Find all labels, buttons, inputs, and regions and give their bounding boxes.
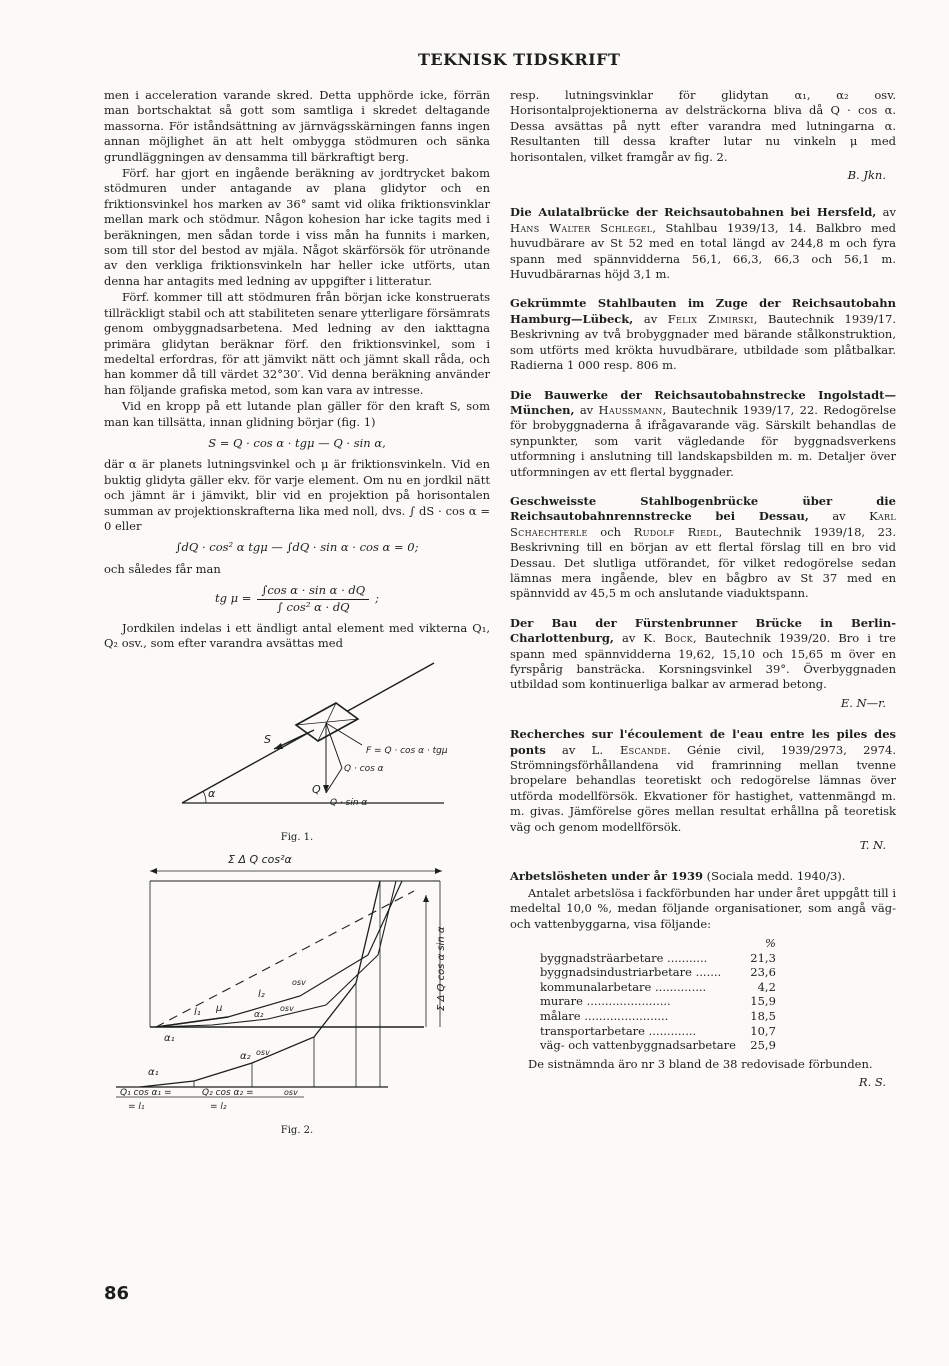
abstract-body: , Bautechnik 1939/18, 23. Beskrivning till en början av ett flertal förslag till en bro vid Dessau. Det slutliga utförandet, för vilket redogörelse sedan lämnas mera ingående, blev en bågbro av St 37 med en spännvidd av 45,5 m och anslutande viaduktspann. <box>510 524 896 601</box>
fig1-s-arrowhead <box>274 743 283 749</box>
abstract-av: av <box>633 311 668 326</box>
formula-tg-mu-lhs: tg μ = <box>214 591 252 606</box>
abstract-body: . Génie civil, 1939/2973, 2974. Strömningsförhållandena vid framrinning mellan tvenne bropelare behandlas teoretiskt och redogörelse lämnas över utförda modellförsök. Ekvationer för hastighet, vattenmängd m. m. givas. Jämförelse göres mellan resultat erhållna på teoretisk väg och genom modellförsök. <box>510 742 896 834</box>
fig1-label-qcos: Q · cos α <box>344 763 384 774</box>
row-label: målare <box>540 1009 581 1024</box>
abstract-aulatalbrucke-text <box>510 205 896 282</box>
fig2-side-arrowhead <box>423 895 429 902</box>
row-label: transportarbetare <box>540 1023 645 1038</box>
abstract-recherches-text <box>510 727 896 835</box>
table-row-label <box>540 1024 736 1039</box>
abstract-title: Der Bau der Fürstenbrunner Brücke in Berlin-Charlottenburg, <box>510 615 896 646</box>
left-paragraph-6: och således får man <box>104 561 221 576</box>
abstract-author-2: Rudolf Riedl <box>633 524 719 539</box>
right-column <box>510 88 896 1091</box>
table-row <box>540 1024 776 1039</box>
table-row <box>540 994 776 1009</box>
fig2-label-osv-3: osv <box>256 1048 270 1058</box>
formula-numerator: ∫cos α · sin α · dQ <box>257 583 369 599</box>
signature-b-jkn: B. Jkn. <box>847 168 886 183</box>
fig2-polygon-mid <box>156 881 396 1027</box>
page-number: 86 <box>104 1283 130 1304</box>
formula-tg-mu <box>104 583 490 615</box>
table-row-label <box>540 980 736 995</box>
formula-integral: ∫dQ · cos² α tgμ — ∫dQ · sin α · cos α = 0; <box>175 540 419 555</box>
row-label: byggnadsträarbetare <box>540 950 664 965</box>
row-dots: ........... <box>667 950 708 965</box>
row-dots: ............. <box>648 1023 697 1038</box>
fig1-label-q: Q <box>312 782 321 796</box>
row-value: 4,2 <box>757 979 776 994</box>
formula-s: S = Q · cos α · tgμ — Q · sin α, <box>208 435 386 450</box>
spacer <box>510 183 896 205</box>
spacer <box>510 711 896 727</box>
abstract-author: Hans Walter Schlegel <box>510 220 653 235</box>
fig1-label-s: S <box>264 732 271 746</box>
fig2-label-b2: Q₂ cos α₂ = <box>202 1088 254 1099</box>
abstract-title: Geschweisste Stahlbogenbrücke über die Reichsautobahnrennstrecke bei Dessau, <box>510 493 896 524</box>
fig2-label-a2: α₂ <box>254 1010 264 1021</box>
abstract-av: av <box>808 509 870 524</box>
abstract-arbetslosheten <box>510 869 896 932</box>
table-header-row <box>540 936 776 951</box>
formula-denominator: ∫ cos² α · dQ <box>276 599 350 614</box>
abstract-author: Haussmann <box>598 402 663 417</box>
abstract-aulatalbrucke <box>510 205 896 282</box>
abstract-body: , Bautechnik 1939/17, 22. Redogörelse för brobyggnaderna å ifrågavarande väg. Särskilt behandlas de synpunkter, som varit vägledande för byggnadsverkens utformning i anslutning till landskapsbilden m. m. Detaljer över utformningen av ett flertal byggnader. <box>510 402 896 479</box>
fig2-top-arrowhead-left <box>150 868 157 874</box>
left-paragraph-4: Vid en kropp på ett lutande plan gäller för den kraft S, som man kan tillsätta, innan glidning börjar (fig. 1) <box>104 399 490 429</box>
percent-column-header: % <box>764 936 776 951</box>
table-row <box>540 980 776 995</box>
figure-1-caption: Fig. 1. <box>280 831 314 843</box>
abstract-gekrummte-stahlbauten <box>510 296 896 373</box>
fig2-label-a1: α₁ <box>164 1033 175 1045</box>
fig2-label-osv-1: osv <box>292 978 306 988</box>
figure-2-construction <box>104 851 490 1121</box>
fig2-label-b3: osv <box>284 1088 298 1098</box>
table-row <box>540 1038 776 1053</box>
formula-fraction <box>257 583 369 615</box>
abstract-title: Recherches sur l'écoulement de l'eau entre les piles des ponts <box>510 727 896 757</box>
row-dots: ....................... <box>584 1009 669 1024</box>
table-row-label <box>540 965 736 980</box>
abstract-av: av <box>613 631 644 646</box>
left-paragraph-5: där α är planets lutningsvinkel och μ är friktionsvinkeln. Vid en buktig glidyta gäller ekv. för varje element. Om nu en jordkil nätt och jämnt är i jämvikt, blir vid en projektion på horisontalen summan av projektionskrafterna lika med noll, dvs. ∫ dS · cos α = 0 eller <box>104 457 490 533</box>
fig1-label-alpha: α <box>208 786 216 800</box>
abstract-arbetslosheten-body: Antalet arbetslösa i fackförbunden har under året uppgått till i medeltal 10,0 %, medan följande organisationer, som angå väg- och vattenbyggarna, visa följande: <box>510 885 896 931</box>
row-label: byggnadsindustriarbetare <box>540 965 692 980</box>
table-row-label <box>540 1009 736 1024</box>
abstract-author: K. Bock <box>643 631 693 646</box>
fig2-label-a2-curve: α₂ <box>240 1051 251 1063</box>
abstract-av: av <box>574 402 599 417</box>
fig1-label-qsin: Q · sin α <box>330 797 368 808</box>
abstract-title: Gekrümmte Stahlbauten im Zuge der Reichsautobahn Hamburg—Lübeck, <box>510 296 896 326</box>
fig2-label-b2b: = l₂ <box>210 1102 227 1113</box>
table-row-label <box>540 1038 736 1053</box>
abstract-stahlbogenbrucke-dessau <box>510 494 896 602</box>
abstract-recherches-ecoulement <box>510 727 896 835</box>
row-value: 10,7 <box>750 1023 776 1038</box>
fig2-polygon-upper <box>156 881 402 1027</box>
table-row <box>540 1009 776 1024</box>
abstract-title: Die Bauwerke der Reichsautobahnstrecke Ingolstadt—München, <box>510 387 896 417</box>
table-row <box>540 951 776 966</box>
abstract-body: , Bautechnik 1939/17. Beskrivning av två brobyggnader med bärande stålkonstruktion, som utförts med krökta huvudbärare, utbildade som plåtbalkar. Radierna 1 000 resp. 806 m. <box>510 311 896 373</box>
fig2-label-top: Σ Δ Q cos²α <box>228 853 292 867</box>
fig1-label-f: F = Q · cos α · tgμ <box>366 745 448 756</box>
abstract-dessau-text <box>510 494 896 602</box>
fig2-label-l2: l₂ <box>258 989 265 1001</box>
row-value: 25,9 <box>750 1038 776 1053</box>
signature-e-n-r: E. N—r. <box>840 695 886 710</box>
journal-header: TEKNISK TIDSKRIFT <box>418 50 621 69</box>
row-dots: ....... <box>695 965 722 980</box>
abstract-furstenbrunner-text <box>510 616 896 693</box>
row-value: 23,6 <box>750 965 776 980</box>
row-dots: ....................... <box>586 994 671 1009</box>
table-row-label <box>540 994 736 1009</box>
row-value: 18,5 <box>750 1009 776 1024</box>
abstract-author: Felix Zimirski <box>667 311 754 326</box>
abstract-bauwerke-ingolstadt <box>510 388 896 480</box>
spacer <box>510 853 896 869</box>
figure-2-caption: Fig. 2. <box>280 1125 314 1137</box>
fig2-top-arrowhead-right <box>435 868 442 874</box>
abstract-author: Karl Schaechterle <box>510 509 896 539</box>
abstract-av: av <box>876 205 896 220</box>
signature-t-n: T. N. <box>859 838 886 853</box>
left-paragraph-1: men i acceleration varande skred. Detta upphörde icke, förrän man bortschaktat så gott som samtliga i skredet deltagande massorna. För iståndsättning av järnvägsskärningen fanns ingen annan möjlighet än att helt ombygga stödmuren och sänka grundläggningen av densamma till bärkraftigt berg. <box>104 88 490 164</box>
row-dots: .............. <box>655 979 707 994</box>
formula-end: ; <box>375 591 380 606</box>
fig2-label-b1: Q₁ cos α₁ = <box>120 1088 172 1099</box>
signature-r-s: R. S. <box>858 1075 886 1090</box>
left-column <box>104 88 490 1145</box>
abstract-body: , Stahlbau 1939/13, 14. Balkbro med huvudbärare av St 52 med en total längd av 244,8 m och fyra spann med spännvidderna 56,1, 66,3, 66,3 och 56,1 m. Huvudbärarnas höjd 3,1 m. <box>510 220 896 282</box>
fig2-label-a1-curve: α₁ <box>148 1067 159 1079</box>
abstract-title: Arbetslösheten under år 1939 <box>510 869 703 884</box>
fig2-label-mu: μ <box>216 1003 223 1015</box>
fig2-label-l1: l₁ <box>194 1007 201 1019</box>
row-label: kommunalarbetare <box>540 979 652 994</box>
table-row <box>540 965 776 980</box>
fig2-label-side: Σ Δ Q cos α sin α <box>436 926 447 1012</box>
abstract-and: och <box>587 524 634 539</box>
left-paragraph-3: Förf. kommer till att stödmuren från början icke konstruerats tillräckligt stabil och att stabiliteten senare ytterligare försämrats genom ombyggnadsarbetena. Med ledning av den iakttagna primära glidytan beräknar förf. den friktionsvinkel, som i medeltal erfordras, för att jämvikt nätt och jämnt skall råda, och han kommer då till värdet 32°30′. Vid denna beräkning använder han följande grafiska metod, som kan vara av intresse. <box>104 290 490 397</box>
unemployment-table <box>540 936 776 1053</box>
abstract-body: , Bautechnik 1939/20. Bro i tre spann med spännvidderna 19,62, 15,10 och 15,65 m över en fyrspårig bansträcka. Korsningsvinkel 39°. Överbyggnaden utbildad som kontinuerliga balkar av armerad betong. <box>510 631 896 692</box>
table-header-spacer <box>540 936 736 951</box>
table-row-label <box>540 951 736 966</box>
abstract-arbetslosheten-heading <box>510 869 896 884</box>
abstract-furstenbrunner-brucke <box>510 616 896 693</box>
abstract-source: (Sociala medd. 1940/3). <box>702 869 846 884</box>
right-paragraph-1: resp. lutningsvinklar för glidytan α₁, α₂ osv. Horisontalprojektionerna av delsträckorna bliva då Q · cos α. Dessa avsättas på nytt efter varandra med lutningarna α. Resultanten till dessa krafter lutar nu vinkeln μ med horisontalen, vilket framgår av fig. 2. <box>510 88 896 164</box>
fig1-angle-arc <box>203 791 206 803</box>
fig2-label-osv-2: osv <box>280 1004 294 1014</box>
row-label: väg- och vattenbyggnadsarbetare <box>540 1038 736 1053</box>
fig2-label-b1b: = l₁ <box>128 1102 145 1113</box>
abstract-gekrummte-text <box>510 296 896 373</box>
abstract-bauwerke-text <box>510 388 896 480</box>
abstract-av: av <box>545 742 592 757</box>
abstract-author: L. Escande <box>591 742 668 757</box>
figure-1-sliding-body <box>104 653 490 828</box>
abstract-title: Die Aulatalbrücke der Reichsautobahnen bei Hersfeld, <box>510 205 877 220</box>
row-label: murare <box>540 994 583 1009</box>
left-paragraph-7: Jordkilen indelas i ett ändligt antal element med vikterna Q₁, Q₂ osv., som efter varandra avsättas med <box>104 621 490 651</box>
fig1-qsin-vector <box>326 768 342 793</box>
row-value: 15,9 <box>750 994 776 1009</box>
left-paragraph-2: Förf. har gjort en ingående beräkning av jordtrycket bakom stödmuren under antagande av plana glidytor och en friktionsvinkel hos marken av 36° samt vid olika friktionsvinklar mellan mark och stödmur. Någon kohesion har icke tagits med i beräkningen, men sådan torde i viss mån ha funnits i marken, som till stor del bestod av mjäla. Något skärförsök för utrönande av den verkliga friktionsvinkeln har heller icke utförts, utan denna har antagits med ledning av uppgifter i litteratur. <box>104 166 490 288</box>
row-value: 21,3 <box>750 950 776 965</box>
right-closing-paragraph: De sistnämnda äro nr 3 bland de 38 redovisade förbunden. <box>528 1056 873 1071</box>
